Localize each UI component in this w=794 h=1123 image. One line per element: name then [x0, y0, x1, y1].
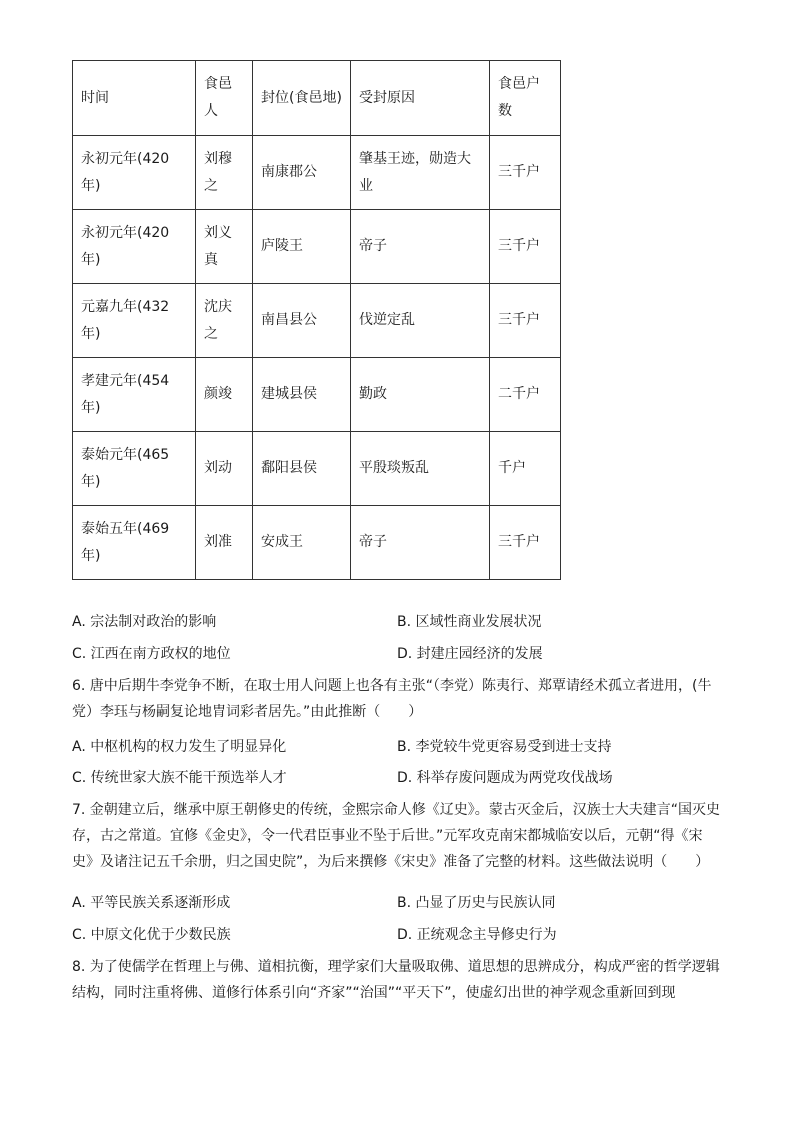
cell-time: 孝建元年(454年): [73, 358, 196, 432]
cell-title: 南昌县公: [253, 284, 351, 358]
cell-time: 永初元年(420年): [73, 210, 196, 284]
table-row: [73, 358, 561, 432]
cell-person: 颜竣: [196, 358, 253, 432]
cell-person: 刘穆之: [196, 136, 253, 210]
cell-households: 千户: [490, 432, 561, 506]
q6-option-a[interactable]: A. 中枢机构的权力发生了明显异化: [72, 739, 287, 755]
header-cell-title: 封位(食邑地): [253, 61, 351, 136]
header-cell-households: 食邑户数: [490, 61, 561, 136]
q7-option-d[interactable]: D. 正统观念主导修史行为: [397, 927, 557, 943]
cell-households: 二千户: [490, 358, 561, 432]
cell-title: 建城县侯: [253, 358, 351, 432]
cell-time: 泰始五年(469年): [73, 506, 196, 580]
q6-option-b[interactable]: B. 李党较牛党更容易受到进士支持: [397, 739, 612, 755]
header-cell-reason: 受封原因: [351, 61, 490, 136]
cell-reason: 肇基王迹，勋造大业: [351, 136, 490, 210]
cell-households: 三千户: [490, 284, 561, 358]
cell-time: 泰始元年(465年): [73, 432, 196, 506]
q7-option-b[interactable]: B. 凸显了历史与民族认同: [397, 895, 556, 911]
cell-households: 三千户: [490, 136, 561, 210]
table-row: [73, 136, 561, 210]
cell-reason: 伐逆定乱: [351, 284, 490, 358]
cell-title: 鄱阳县侯: [253, 432, 351, 506]
cell-person: 刘动: [196, 432, 253, 506]
q6-option-d[interactable]: D. 科举存废问题成为两党攻伐战场: [397, 770, 613, 786]
cell-person: 刘准: [196, 506, 253, 580]
q7-option-a[interactable]: A. 平等民族关系逐渐形成: [72, 895, 231, 911]
table-row: [73, 284, 561, 358]
cell-reason: 帝子: [351, 506, 490, 580]
cell-reason: 帝子: [351, 210, 490, 284]
cell-reason: 平殷琰叛乱: [351, 432, 490, 506]
enfeoffment-table: [72, 60, 561, 580]
table-row: [73, 432, 561, 506]
q7-stem: 7. 金朝建立后，继承中原王朝修史的传统，金熙宗命人修《辽史》。蒙古灭金后，汉族士大夫建言“国灭史存，古之常道。宜修《金史》，令一代君臣事业不坠于后世。”元军攻克南宋都城临安以后，元朝“得《宋史》及诸注记五千余册，归之国史院”，为后来撰修《宋史》准备了完整的材料。这些做法说明（ ）: [72, 802, 721, 870]
table-row: [73, 210, 561, 284]
cell-title: 庐陵王: [253, 210, 351, 284]
q5-option-d[interactable]: D. 封建庄园经济的发展: [397, 646, 543, 662]
table-header-row: [73, 61, 561, 136]
cell-person: 刘义真: [196, 210, 253, 284]
table-row: [73, 506, 561, 580]
cell-reason: 勤政: [351, 358, 490, 432]
cell-time: 元嘉九年(432年): [73, 284, 196, 358]
cell-households: 三千户: [490, 506, 561, 580]
q5-option-a[interactable]: A. 宗法制对政治的影响: [72, 614, 217, 630]
q5-option-c[interactable]: C. 江西在南方政权的地位: [72, 646, 231, 662]
header-cell-person: 食邑人: [196, 61, 253, 136]
cell-title: 安成王: [253, 506, 351, 580]
cell-time: 永初元年(420年): [73, 136, 196, 210]
q6-stem: 6. 唐中后期牛李党争不断，在取士用人问题上也各有主张“（李党）陈夷行、郑覃请经术孤立者进用，(牛党）李珏与杨嗣复论地胄词彩者居先。”由此推断（ ）: [72, 678, 712, 720]
q6-option-c[interactable]: C. 传统世家大族不能干预选举人才: [72, 770, 287, 786]
q8-stem: 8. 为了使儒学在哲理上与佛、道相抗衡，理学家们大量吸取佛、道思想的思辨成分，构成严密的哲学逻辑结构，同时注重将佛、道修行体系引向“齐家”“治国”“平天下”，使虚幻出世的神学观念重新回到现: [72, 959, 720, 1001]
header-cell-time: 时间: [73, 61, 196, 136]
q5-option-b[interactable]: B. 区域性商业发展状况: [397, 614, 542, 630]
q7-option-c[interactable]: C. 中原文化优于少数民族: [72, 927, 231, 943]
cell-person: 沈庆之: [196, 284, 253, 358]
cell-households: 三千户: [490, 210, 561, 284]
cell-title: 南康郡公: [253, 136, 351, 210]
